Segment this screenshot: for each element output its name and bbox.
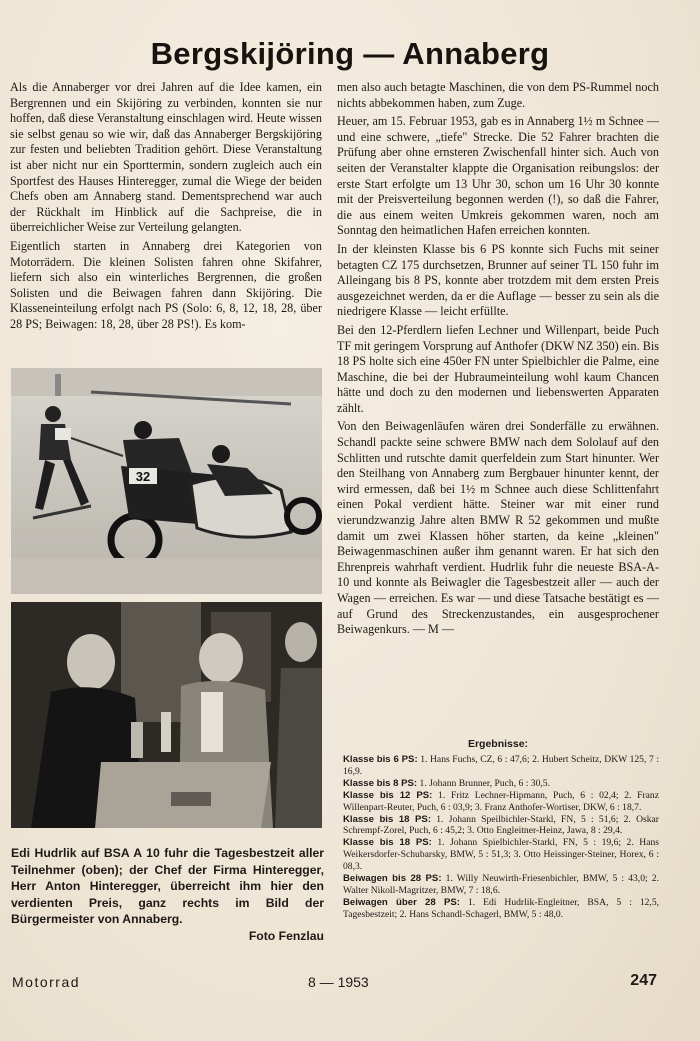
caption-text: Edi Hudrlik auf BSA A 10 fuhr die Tagesbestzeit aller Teilnehmer (oben); der Chef der Firma Hinteregger, Herr Anton Hinteregger, überreicht ihm hier den verdienten Preis, ganz rechts im Bild der Bürgermeister von Annaberg.	[11, 846, 324, 927]
paragraph: Von den Beiwagenläufen wären drei Sonderfälle zu erwähnen. Schandl packte seine schwere BMW nach dem Sololauf auf den Schlitten und rutschte damit querfeldein zum Start hinunter. Wer den Steilhang von Annaberg zum Bergbauer hinunter kennt, der wird ermessen, daß bei 1½ m Schnee auch diese Schlittenfahrt einen Pokal verdient hätte. Steiner war mit einer rund vierundzwanzig Jahre alten BMW R 52 gekommen und mußte damit um zwei Klassen höher starten, da keine „kleinen" Beiwagenmaschinen außer ihm genannt waren. Er hat sich den Ehrenpreis wahrhaft verdient. Hudrlik fuhr die neueste BSA-A-10 und konnte als Beiwagler die Tagesbestzeit aller — auch der Wagen — erreichen. Es war — und diese Tatsache bestätigt es — auf Grund des Streckenzustandes, ein ausgesprochener Beiwagenkurs. — M —	[337, 419, 659, 637]
results-heading: Ergebnisse:	[467, 738, 529, 750]
result-class: Klasse bis 8 PS:	[343, 777, 418, 789]
photo-credit: Foto Fenzlau	[248, 928, 324, 943]
race-number: 32	[135, 469, 151, 484]
paragraph: men also auch betagte Maschinen, die von dem PS-Rummel noch nichts abbekommen haben, zum Zuge.	[337, 80, 659, 110]
right-column	[337, 80, 659, 641]
prize-photo-drawing	[11, 602, 322, 828]
result-entry	[343, 873, 659, 897]
result-entry	[343, 837, 659, 873]
result-text: 1. Willy Neuwirth-Friesenbichler, BMW, 5 : 43,0; 2. Walter Nikoll-Magritzer, BMW, 7 : 18,6.	[343, 873, 659, 896]
paragraph: Eigentlich starten in Annaberg drei Kategorien von Motorrädern. Die kleinen Solisten fahren ohne Skifahrer, liefern sich also ein winterliches Bergrennen, die großen Solisten und die Beiwagen fahren dann Skijöring. Die Klasseneinteilung erfolgt nach PS (Solo: 6, 8, 12, 18, 28, über 28 PS; Beiwagen: 18, 28, über 28 PS!). Es kom-	[10, 238, 322, 331]
issue-number: 8 — 1953	[308, 974, 369, 990]
result-entry	[343, 814, 659, 838]
paragraph: Bei den 12-Pferdlern liefen Lechner und Willenpart, beide Puch TF mit geringem Vorsprung auf Anthofer (DKW NZ 350) ein. Bis 18 PS holte sich eine 450er FN unter Spielbichler die Palme, eine Maschine, die bei der Hubraumeinteilung wohl kaum Chancen hätte und doch zu den modernen und liebenswerten Apparaten zählt.	[337, 322, 659, 415]
skijoring-photo-drawing	[11, 368, 322, 594]
result-text: 1. Johann Speilbichler-Starkl, FN, 5 : 51,6; 2. Oskar Schrempf-Zorel, Puch, 6 : 45,2; 3. Otto Engleitner-Heinz, Jawa, 8 : 29,4.	[343, 813, 659, 837]
result-class: Klasse bis 12 PS:	[343, 789, 433, 801]
photo-skijoring-race	[11, 368, 322, 594]
left-column	[10, 80, 322, 336]
page-footer	[12, 972, 657, 992]
result-class: Klasse bis 18 PS:	[343, 837, 432, 849]
photo-caption	[11, 845, 324, 945]
result-text: 1. Johann Spielbichler-Starkl, FN, 5 : 19,6; 2. Hans Weikersdorfer-Schubarsky, BMW, 5 : 51,3; 3. Otto Heissinger-Steiner, Horex, 6 : 08,3.	[343, 837, 659, 873]
paragraph: Als die Annaberger vor drei Jahren auf die Idee kamen, ein Bergrennen und ein Skijöring zu verbinden, konnten sie nur hoffen, daß diese Veranstaltung einschlagen wird. Heute wissen sie selbst genau so wie wir, daß das Annaberger Bergskijöring zur festen und beliebten Tradition gehört. Diese Veranstaltung ist aber nicht nur ein Sporttermin, sondern zugleich auch ein Sportfest des Hauses Hinteregger, zumal die Wiege der beiden Chefs oben am Annaberg stand. Dementsprechend war auch der Rückhalt im Hinblick auf die Sachpreise, die in überreichlicher Weise zur Verteilung gelangten.	[10, 80, 322, 235]
result-class: Klasse bis 6 PS:	[343, 754, 418, 765]
results-list	[343, 754, 659, 921]
result-class: Klasse bis 18 PS:	[343, 813, 432, 825]
magazine-name: Motorrad	[12, 974, 81, 990]
result-class: Beiwagen bis 28 PS:	[343, 873, 442, 885]
result-entry	[343, 778, 659, 790]
result-entry	[343, 790, 659, 814]
result-text: 1. Fritz Lechner-Hipmann, Puch, 6 : 02,4; 2. Franz Willenpart-Reuter, Puch, 6 : 03,9; 3. Franz Anthofer-Wortiser, DKW, 6 : 18,7.	[343, 789, 659, 813]
result-text: 1. Edi Hudrlik-Engleitner, BSA, 5 : 12,5, Tagesbestzeit; 2. Hans Schandl-Schagerl, BMW, 5 : 48,0.	[343, 896, 660, 920]
paragraph: Heuer, am 15. Februar 1953, gab es in Annaberg 1½ m Schnee — und eine schwere, „tiefe" Strecke. Die 52 Fahrer brachten die Prüfung aber ohne ernsteren Zwischenfall hinter sich. Auch von seiten der Veranstalter klappte die Organisation reibungslos: der erste Start erfolgte um 13 Uhr 30, schon um 16 Uhr 30 konnte mit der Preisverteilung begonnen werden (!), so daß die Fahrer, die aus einem weiten Umkreis gekommen waren, noch am Sonntag den heimatlichen Hafen erreichen konnten.	[337, 114, 659, 238]
paragraph: In der kleinsten Klasse bis 6 PS konnte sich Fuchs mit seiner betagten CZ 175 durchsetzen, Brunner auf seiner TL 150 fuhr im Alleingang bis 8 PS, konnte aber trotzdem mit dem ersten Preis ausgezeichnet werden, da er die Auflage — besser zu sein als die niedrigere Klasse — leicht erfüllte.	[337, 241, 659, 319]
page-number: 247	[630, 972, 657, 989]
result-class: Beiwagen über 28 PS:	[343, 896, 460, 908]
result-entry	[343, 897, 659, 921]
photo-prize-ceremony	[11, 602, 322, 828]
result-entry	[343, 754, 659, 778]
result-text: 1. Hans Fuchs, CZ, 6 : 47,6; 2. Hubert Scheitz, DKW 125, 7 : 16,9.	[343, 754, 659, 777]
article-title: Bergskijöring — Annaberg	[150, 36, 550, 71]
result-text: 1. Johann Brunner, Puch, 6 : 30,5.	[417, 777, 550, 789]
